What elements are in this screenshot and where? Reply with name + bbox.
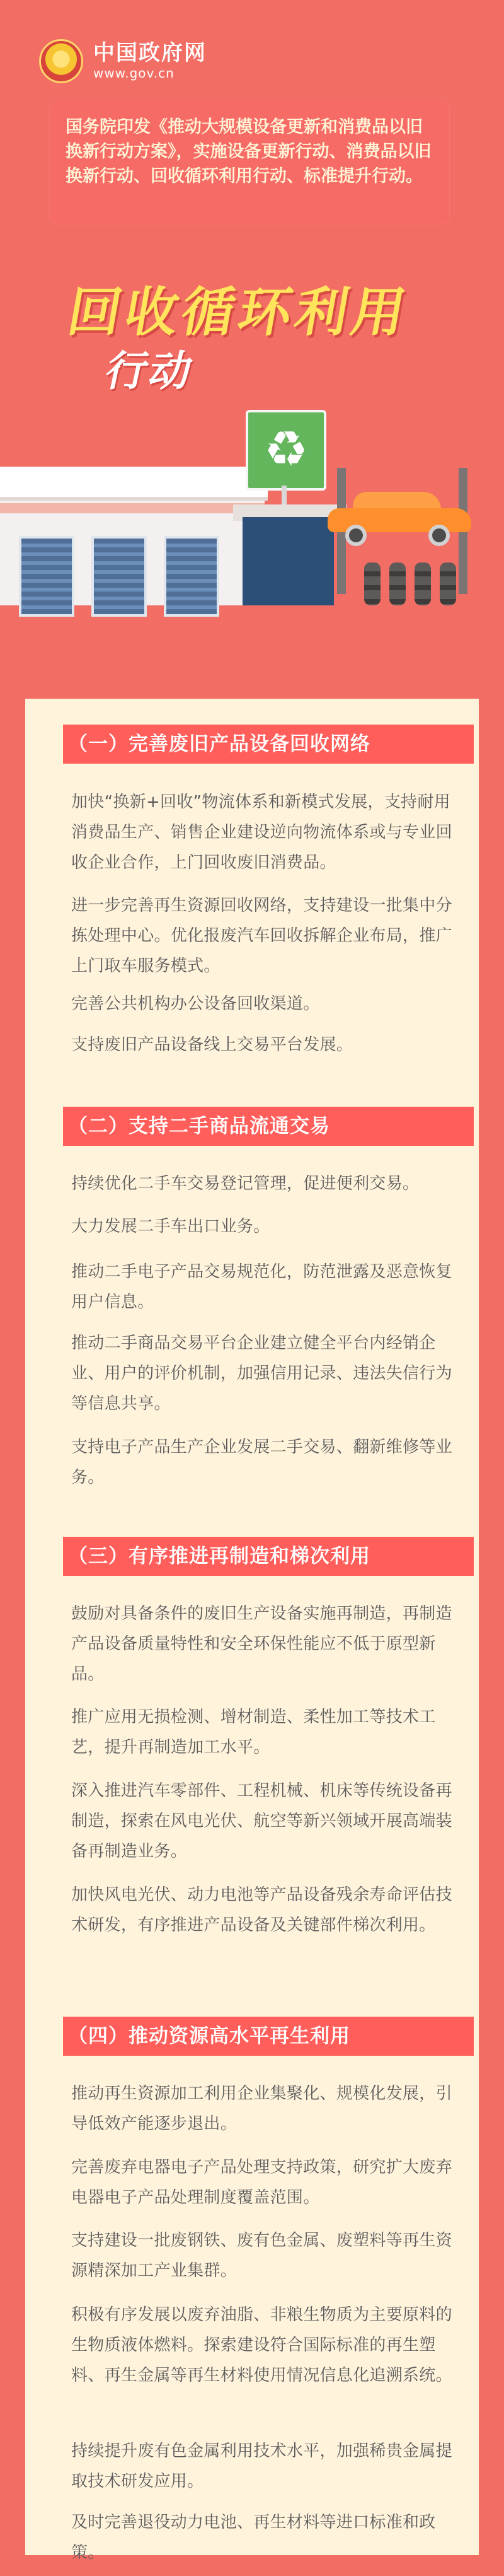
paragraph: 大力发展二手车出口业务。	[71, 1217, 270, 1236]
section-title: （一）完善废旧产品设备回收网络	[63, 725, 474, 764]
repair-garage	[243, 517, 334, 605]
service-building	[0, 467, 265, 605]
car-wheel	[345, 525, 367, 546]
paragraph: 深入推进汽车零部件、工程机械、机床等传统设备再制造，探索在风电光伏、航空等新兴领域开展高端装备再制造业务。	[71, 1781, 452, 1861]
illustration	[0, 410, 504, 612]
section-title: （四）推动资源高水平再生利用	[63, 2017, 474, 2056]
paragraph: 及时完善退役动力电池、再生材料等进口标准和政策。	[71, 2513, 436, 2562]
tire-stack	[415, 562, 431, 605]
car-wheel	[428, 525, 450, 546]
car-lift	[328, 468, 479, 605]
section-title: （二）支持二手商品流通交易	[63, 1107, 474, 1146]
garage-door	[19, 536, 74, 617]
site-logo[interactable]	[39, 39, 207, 83]
intro-box: 国务院印发《推动大规模设备更新和消费品以旧换新行动方案》，实施设备更新行动、消费品以旧换新行动、回收循环利用行动、标准提升行动。	[49, 100, 450, 224]
garage-door	[91, 536, 147, 617]
paragraph: 积极有序发展以废弃油脂、非粮生物质为主要原料的生物质液体燃料。探索建设符合国际标准的再生塑料、再生金属等再生材料使用情况信息化追溯系统。	[71, 2305, 452, 2385]
page-subtitle: 行动	[101, 347, 198, 395]
logo-text	[93, 42, 207, 80]
section-title: （三）有序推进再制造和梯次利用	[63, 1537, 474, 1576]
page-title: 回收循环利用	[63, 281, 415, 343]
paragraph: 推动二手电子产品交易规范化，防范泄露及恶意恢复用户信息。	[71, 1262, 452, 1312]
national-emblem-icon	[39, 39, 83, 83]
site-name: 中国政府网	[93, 40, 207, 66]
paragraph: 支持建设一批废钢铁、废有色金属、废塑料等再生资源精深加工产业集群。	[71, 2231, 452, 2280]
paragraph: 推动再生资源加工利用企业集聚化、规模化发展，引导低效产能逐步退出。	[71, 2084, 452, 2133]
tire-stack	[364, 562, 381, 605]
building-stripe	[0, 503, 265, 513]
recycle-icon: ♻	[264, 421, 308, 478]
paragraph: 进一步完善再生资源回收网络，支持建设一批集中分拣处理中心。优化报废汽车回收拆解企业布局，推广上门取车服务模式。	[71, 896, 452, 976]
paragraph: 完善废弃电器电子产品处理支持政策，研究扩大废弃电器电子产品处理制度覆盖范围。	[71, 2158, 452, 2207]
paragraph: 推动二手商品交易平台企业建立健全平台内经销企业、用户的评价机制，加强信用记录、违法失信行为等信息共享。	[71, 1334, 452, 1413]
tire-stack	[440, 562, 456, 605]
tire-stack	[389, 562, 406, 605]
paragraph: 加快“换新+回收”物流体系和新模式发展，支持耐用消费品生产、销售企业建设逆向物流体系或与专业回收企业合作，上门回收废旧消费品。	[71, 793, 452, 872]
hero-banner	[0, 0, 504, 668]
garage-door	[164, 536, 219, 617]
paragraph: 持续优化二手车交易登记管理，促进便利交易。	[71, 1174, 420, 1193]
site-url: www.gov.cn	[93, 65, 175, 81]
paragraph: 持续提升废有色金属利用技术水平，加强稀贵金属提取技术研发应用。	[71, 2442, 452, 2491]
paragraph: 支持电子产品生产企业发展二手交易、翻新维修等业务。	[71, 1438, 452, 1487]
paragraph: 推广应用无损检测、增材制造、柔性加工等技术工艺，提升再制造加工水平。	[71, 1708, 436, 1757]
content-panel	[25, 699, 479, 2562]
paragraph: 加快风电光伏、动力电池等产品设备残余寿命评估技术研发，有序推进产品设备及关键部件梯次利用。	[71, 1885, 452, 1935]
paragraph: 鼓励对具备条件的废旧生产设备实施再制造，再制造产品设备质量特性和安全环保性能应不低于原型新品。	[71, 1604, 452, 1684]
paragraph: 支持废旧产品设备线上交易平台发展。	[71, 1035, 353, 1054]
recycle-sign	[246, 410, 326, 491]
paragraph: 完善公共机构办公设备回收渠道。	[71, 994, 320, 1013]
building-roof	[0, 467, 268, 501]
car-icon	[328, 492, 471, 545]
